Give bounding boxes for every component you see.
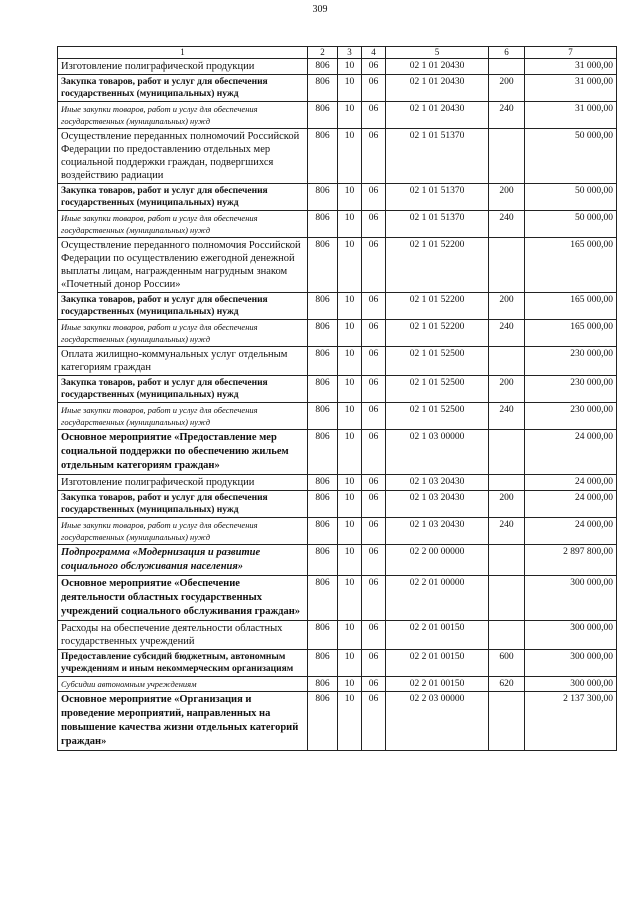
row-expense-type-cell (489, 576, 525, 621)
row-target-article-cell: 02 1 03 20430 (386, 518, 489, 545)
row-section-cell: 10 (338, 677, 362, 692)
row-section-cell: 10 (338, 430, 362, 475)
row-name-cell: Иные закупки товаров, работ и услуг для обеспечения государственных (муниципальных) нужд (58, 403, 308, 430)
row-target-article-cell: 02 1 01 52500 (386, 403, 489, 430)
row-section-cell: 10 (338, 320, 362, 347)
row-target-article-cell: 02 2 00 00000 (386, 545, 489, 576)
row-ministry-code-cell: 806 (308, 59, 338, 75)
row-amount-cell: 24 000,00 (525, 475, 617, 491)
table-row (58, 129, 617, 184)
row-subsection-cell: 06 (362, 692, 386, 751)
row-ministry-code-cell: 806 (308, 293, 338, 320)
row-section-cell: 10 (338, 475, 362, 491)
row-amount-cell: 300 000,00 (525, 576, 617, 621)
row-target-article-cell: 02 1 01 52200 (386, 293, 489, 320)
row-name-cell: Осуществление переданного полномочия Российской Федерации по осуществлению ежегодной денежной выплаты лицам, награжденным нагрудным знаком «Почетный донор России» (58, 238, 308, 293)
row-amount-cell: 31 000,00 (525, 59, 617, 75)
row-subsection-cell: 06 (362, 293, 386, 320)
row-subsection-cell: 06 (362, 545, 386, 576)
row-section-cell: 10 (338, 621, 362, 650)
row-subsection-cell: 06 (362, 211, 386, 238)
row-subsection-cell: 06 (362, 238, 386, 293)
budget-table (57, 46, 617, 751)
row-amount-cell: 50 000,00 (525, 211, 617, 238)
row-expense-type-cell (489, 430, 525, 475)
table-row (58, 238, 617, 293)
row-section-cell: 10 (338, 545, 362, 576)
row-ministry-code-cell: 806 (308, 518, 338, 545)
row-expense-type-cell: 240 (489, 518, 525, 545)
row-expense-type-cell (489, 238, 525, 293)
table-row (58, 293, 617, 320)
row-ministry-code-cell: 806 (308, 545, 338, 576)
header-col-2: 2 (308, 47, 338, 59)
row-amount-cell: 230 000,00 (525, 347, 617, 376)
row-target-article-cell: 02 1 01 52500 (386, 347, 489, 376)
row-name-cell: Закупка товаров, работ и услуг для обеспечения государственных (муниципальных) нужд (58, 75, 308, 102)
row-name-cell: Изготовление полиграфической продукции (58, 475, 308, 491)
row-ministry-code-cell: 806 (308, 491, 338, 518)
row-name-cell: Расходы на обеспечение деятельности областных государственных учреждений (58, 621, 308, 650)
row-amount-cell: 165 000,00 (525, 238, 617, 293)
row-expense-type-cell: 240 (489, 320, 525, 347)
row-section-cell: 10 (338, 75, 362, 102)
table-row (58, 576, 617, 621)
table-row (58, 475, 617, 491)
row-expense-type-cell: 200 (489, 184, 525, 211)
row-amount-cell: 50 000,00 (525, 129, 617, 184)
row-section-cell: 10 (338, 491, 362, 518)
row-expense-type-cell: 200 (489, 491, 525, 518)
row-name-cell: Иные закупки товаров, работ и услуг для обеспечения государственных (муниципальных) нужд (58, 320, 308, 347)
row-target-article-cell: 02 1 03 00000 (386, 430, 489, 475)
table-row (58, 545, 617, 576)
row-subsection-cell: 06 (362, 184, 386, 211)
row-name-cell: Оплата жилищно-коммунальных услуг отдельным категориям граждан (58, 347, 308, 376)
row-ministry-code-cell: 806 (308, 475, 338, 491)
row-name-cell: Предоставление субсидий бюджетным, автономным учреждениям и иным некоммерческим организациям (58, 650, 308, 677)
header-col-4: 4 (362, 47, 386, 59)
row-amount-cell: 24 000,00 (525, 491, 617, 518)
row-name-cell: Основное мероприятие «Обеспечение деятельности областных государственных учреждений социального обслуживания граждан» (58, 576, 308, 621)
row-subsection-cell: 06 (362, 475, 386, 491)
row-target-article-cell: 02 1 01 51370 (386, 211, 489, 238)
row-name-cell: Иные закупки товаров, работ и услуг для обеспечения государственных (муниципальных) нужд (58, 518, 308, 545)
row-target-article-cell: 02 2 01 00150 (386, 621, 489, 650)
table-body (58, 59, 617, 751)
table-row (58, 692, 617, 751)
row-expense-type-cell: 620 (489, 677, 525, 692)
row-subsection-cell: 06 (362, 347, 386, 376)
row-target-article-cell: 02 2 01 00000 (386, 576, 489, 621)
row-name-cell: Осуществление переданных полномочий Российской Федерации по предоставлению отдельных мер социальной поддержки граждан, подвергшихся воздействию радиации (58, 129, 308, 184)
row-subsection-cell: 06 (362, 376, 386, 403)
row-expense-type-cell: 240 (489, 211, 525, 238)
row-section-cell: 10 (338, 650, 362, 677)
row-ministry-code-cell: 806 (308, 376, 338, 403)
row-subsection-cell: 06 (362, 677, 386, 692)
table-row (58, 621, 617, 650)
row-subsection-cell: 06 (362, 650, 386, 677)
table-row (58, 677, 617, 692)
table-row (58, 403, 617, 430)
header-col-7: 7 (525, 47, 617, 59)
row-amount-cell: 2 897 800,00 (525, 545, 617, 576)
row-subsection-cell: 06 (362, 75, 386, 102)
table-row (58, 650, 617, 677)
row-section-cell: 10 (338, 403, 362, 430)
row-amount-cell: 31 000,00 (525, 75, 617, 102)
table-row (58, 102, 617, 129)
row-expense-type-cell: 200 (489, 75, 525, 102)
row-ministry-code-cell: 806 (308, 692, 338, 751)
row-ministry-code-cell: 806 (308, 129, 338, 184)
row-expense-type-cell: 600 (489, 650, 525, 677)
table-row (58, 347, 617, 376)
row-name-cell: Основное мероприятие «Организация и проведение мероприятий, направленных на повышение качества жизни отдельных категорий граждан» (58, 692, 308, 751)
row-amount-cell: 24 000,00 (525, 430, 617, 475)
row-expense-type-cell (489, 545, 525, 576)
row-ministry-code-cell: 806 (308, 650, 338, 677)
row-target-article-cell: 02 1 01 20430 (386, 102, 489, 129)
row-name-cell: Закупка товаров, работ и услуг для обеспечения государственных (муниципальных) нужд (58, 376, 308, 403)
table-row (58, 211, 617, 238)
row-target-article-cell: 02 1 03 20430 (386, 475, 489, 491)
header-col-6: 6 (489, 47, 525, 59)
row-section-cell: 10 (338, 211, 362, 238)
row-subsection-cell: 06 (362, 59, 386, 75)
row-section-cell: 10 (338, 576, 362, 621)
row-amount-cell: 300 000,00 (525, 650, 617, 677)
row-subsection-cell: 06 (362, 576, 386, 621)
row-amount-cell: 31 000,00 (525, 102, 617, 129)
row-expense-type-cell: 240 (489, 102, 525, 129)
row-expense-type-cell (489, 475, 525, 491)
row-target-article-cell: 02 2 03 00000 (386, 692, 489, 751)
row-subsection-cell: 06 (362, 491, 386, 518)
row-expense-type-cell (489, 347, 525, 376)
row-expense-type-cell (489, 621, 525, 650)
row-subsection-cell: 06 (362, 102, 386, 129)
row-subsection-cell: 06 (362, 403, 386, 430)
row-target-article-cell: 02 1 01 51370 (386, 129, 489, 184)
row-ministry-code-cell: 806 (308, 320, 338, 347)
page-number: 309 (312, 4, 328, 15)
row-target-article-cell: 02 1 01 52500 (386, 376, 489, 403)
row-name-cell: Основное мероприятие «Предоставление мер социальной поддержки по обеспечению жильем отдельным категориям граждан» (58, 430, 308, 475)
row-subsection-cell: 06 (362, 430, 386, 475)
row-section-cell: 10 (338, 518, 362, 545)
row-ministry-code-cell: 806 (308, 238, 338, 293)
row-ministry-code-cell: 806 (308, 677, 338, 692)
row-name-cell: Иные закупки товаров, работ и услуг для обеспечения государственных (муниципальных) нужд (58, 211, 308, 238)
row-ministry-code-cell: 806 (308, 102, 338, 129)
row-target-article-cell: 02 1 01 52200 (386, 320, 489, 347)
row-subsection-cell: 06 (362, 129, 386, 184)
row-amount-cell: 300 000,00 (525, 677, 617, 692)
row-amount-cell: 230 000,00 (525, 376, 617, 403)
row-section-cell: 10 (338, 102, 362, 129)
row-section-cell: 10 (338, 376, 362, 403)
table-row (58, 320, 617, 347)
row-expense-type-cell (489, 59, 525, 75)
row-section-cell: 10 (338, 692, 362, 751)
row-name-cell: Субсидии автономным учреждениям (58, 677, 308, 692)
row-subsection-cell: 06 (362, 320, 386, 347)
row-ministry-code-cell: 806 (308, 430, 338, 475)
row-ministry-code-cell: 806 (308, 621, 338, 650)
row-amount-cell: 2 137 300,00 (525, 692, 617, 751)
row-expense-type-cell (489, 692, 525, 751)
table-row (58, 75, 617, 102)
table-row (58, 376, 617, 403)
row-name-cell: Иные закупки товаров, работ и услуг для обеспечения государственных (муниципальных) нужд (58, 102, 308, 129)
row-section-cell: 10 (338, 184, 362, 211)
table-header-row (58, 47, 617, 59)
row-expense-type-cell: 240 (489, 403, 525, 430)
row-ministry-code-cell: 806 (308, 403, 338, 430)
row-section-cell: 10 (338, 59, 362, 75)
row-target-article-cell: 02 2 01 00150 (386, 650, 489, 677)
row-section-cell: 10 (338, 129, 362, 184)
row-ministry-code-cell: 806 (308, 75, 338, 102)
row-expense-type-cell: 200 (489, 293, 525, 320)
table-row (58, 59, 617, 75)
header-col-3: 3 (338, 47, 362, 59)
row-target-article-cell: 02 1 01 52200 (386, 238, 489, 293)
row-name-cell: Закупка товаров, работ и услуг для обеспечения государственных (муниципальных) нужд (58, 293, 308, 320)
table-row (58, 430, 617, 475)
row-expense-type-cell (489, 129, 525, 184)
row-amount-cell: 300 000,00 (525, 621, 617, 650)
row-target-article-cell: 02 1 03 20430 (386, 491, 489, 518)
table-row (58, 184, 617, 211)
row-target-article-cell: 02 1 01 51370 (386, 184, 489, 211)
row-subsection-cell: 06 (362, 518, 386, 545)
row-expense-type-cell: 200 (489, 376, 525, 403)
row-amount-cell: 50 000,00 (525, 184, 617, 211)
row-ministry-code-cell: 806 (308, 211, 338, 238)
row-amount-cell: 165 000,00 (525, 320, 617, 347)
row-amount-cell: 165 000,00 (525, 293, 617, 320)
row-section-cell: 10 (338, 293, 362, 320)
row-section-cell: 10 (338, 347, 362, 376)
row-target-article-cell: 02 1 01 20430 (386, 75, 489, 102)
row-amount-cell: 24 000,00 (525, 518, 617, 545)
row-ministry-code-cell: 806 (308, 347, 338, 376)
row-name-cell: Закупка товаров, работ и услуг для обеспечения государственных (муниципальных) нужд (58, 491, 308, 518)
row-target-article-cell: 02 2 01 00150 (386, 677, 489, 692)
row-subsection-cell: 06 (362, 621, 386, 650)
row-name-cell: Изготовление полиграфической продукции (58, 59, 308, 75)
row-ministry-code-cell: 806 (308, 576, 338, 621)
header-col-1: 1 (58, 47, 308, 59)
header-col-5: 5 (386, 47, 489, 59)
table-row (58, 518, 617, 545)
row-ministry-code-cell: 806 (308, 184, 338, 211)
row-section-cell: 10 (338, 238, 362, 293)
row-target-article-cell: 02 1 01 20430 (386, 59, 489, 75)
row-name-cell: Закупка товаров, работ и услуг для обеспечения государственных (муниципальных) нужд (58, 184, 308, 211)
row-name-cell: Подпрограмма «Модернизация и развитие социального обслуживания населения» (58, 545, 308, 576)
row-amount-cell: 230 000,00 (525, 403, 617, 430)
table-row (58, 491, 617, 518)
